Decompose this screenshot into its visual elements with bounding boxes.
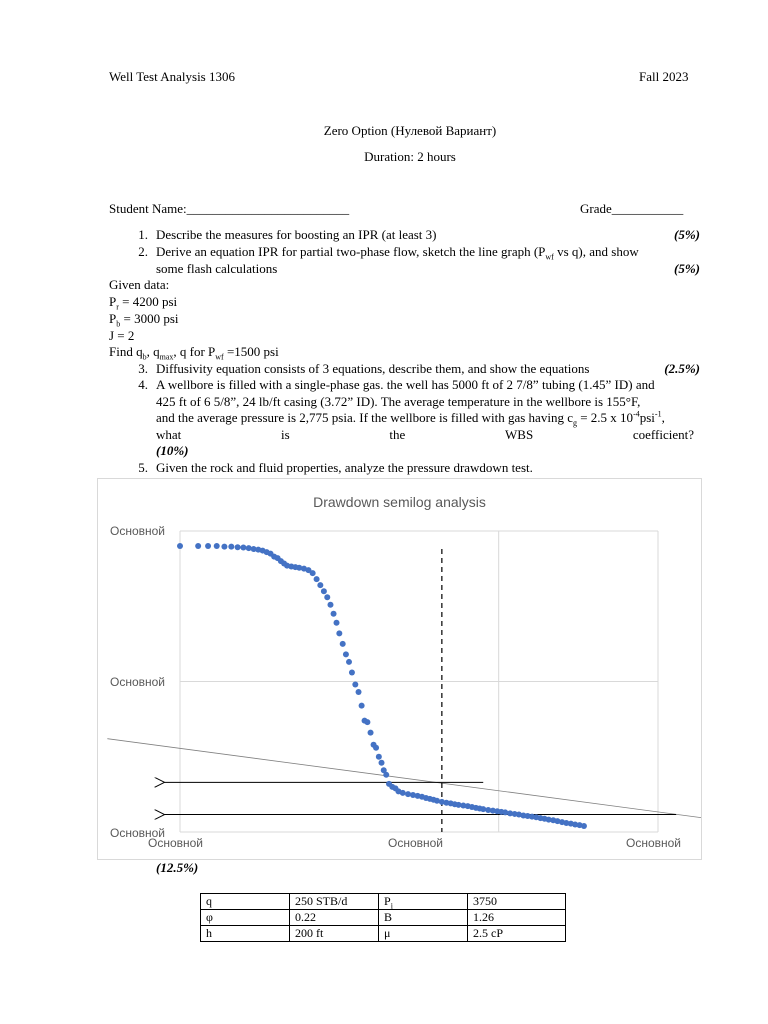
data-point: [352, 682, 358, 688]
q1-score: (5%): [674, 227, 700, 242]
q4-line3: and the average pressure is 2,775 psia. If the wellbore is filled with gas having $c_g = 2.5$ x $10^{-4}psi^{-1}$,: [156, 409, 665, 428]
data-point: [195, 543, 201, 549]
q3-number: 3.: [138, 361, 148, 376]
table-cell: μ: [379, 926, 468, 942]
data-point: [373, 745, 379, 751]
data-point: [379, 760, 385, 766]
data-point: [327, 602, 333, 608]
y-tick-label: Основной: [110, 826, 166, 840]
table-cell: 0.22: [290, 910, 379, 926]
q3-text: Diffusivity equation consists of 3 equations, describe them, and show the equations: [156, 361, 590, 376]
data-point: [317, 582, 323, 588]
data-point: [376, 754, 382, 760]
table-cell: h: [201, 926, 290, 942]
x-tick-label: Основной: [148, 836, 204, 850]
table-cell: 1.26: [468, 910, 566, 926]
q2-line2: some flash calculations: [156, 261, 278, 276]
data-point: [383, 772, 389, 778]
table-cell: 250 STB/d: [290, 894, 379, 910]
q5-score: (12.5%): [156, 860, 199, 875]
table-cell: q: [201, 894, 290, 910]
data-point: [359, 703, 365, 709]
course-title: Well Test Analysis 1306: [109, 69, 235, 84]
data-point: [221, 544, 227, 550]
given-title: Given data:: [109, 277, 170, 292]
q4-word: coefficient?: [632, 427, 694, 442]
data-point: [480, 806, 486, 812]
data-point: [346, 659, 352, 665]
data-point: [214, 543, 220, 549]
exam-title: Zero Option (Нулевой Вариант): [323, 123, 497, 138]
table-cell: 3750: [468, 894, 566, 910]
data-point: [349, 669, 355, 675]
data-point: [314, 576, 320, 582]
data-point: [400, 790, 406, 796]
table-cell: $P_i$: [379, 894, 468, 910]
table-row: [201, 926, 566, 942]
q5-number: 5.: [138, 460, 148, 475]
q3-score: (2.5%): [664, 361, 700, 376]
exam-duration: Duration: 2 hours: [364, 149, 456, 164]
data-point: [310, 570, 316, 576]
data-point: [340, 641, 346, 647]
data-point: [364, 719, 370, 725]
chart-plot: [98, 479, 701, 859]
table-row: [201, 894, 566, 910]
q4-line1: A wellbore is filled with a single-phase gas. the well has 5000 ft of 2 7/8” tubing (1.45” ID) and: [156, 377, 655, 392]
data-point: [235, 544, 241, 550]
y-tick-label: Основной: [110, 524, 166, 538]
trend-line: [107, 739, 701, 820]
data-point: [205, 543, 211, 549]
x-tick-label: Основной: [388, 836, 444, 850]
data-point: [356, 689, 362, 695]
data-point: [324, 594, 330, 600]
data-point: [177, 543, 183, 549]
chart-title: Drawdown semilog analysis: [313, 494, 486, 510]
q1-text: Describe the measures for boosting an IPR (at least 3): [156, 227, 437, 242]
data-point: [368, 730, 374, 736]
q4-line4: [156, 427, 694, 443]
y-tick-label: Основной: [110, 675, 166, 689]
data-point: [336, 630, 342, 636]
given-pr: $P_r = 4200$ psi: [109, 294, 178, 312]
table-row: [201, 910, 566, 926]
data-point: [321, 588, 327, 594]
q1-number: 1.: [138, 227, 148, 242]
properties-table: [200, 893, 566, 942]
q2-number: 2.: [138, 244, 148, 259]
given-find: Find $q_b$, $q_{max}$, q for $P_{wf} =1500$ psi: [109, 344, 279, 362]
q4-score: (10%): [156, 443, 189, 458]
q4-word: the: [389, 427, 406, 442]
q2-score: (5%): [674, 261, 700, 276]
table-cell: φ: [201, 910, 290, 926]
given-pb: $P_b = 3000$ psi: [109, 311, 179, 329]
data-point: [240, 545, 246, 551]
grade-field: Grade___________: [580, 201, 684, 216]
table-cell: 200 ft: [290, 926, 379, 942]
q4-word: WBS: [505, 427, 534, 442]
drawdown-chart: [97, 478, 702, 860]
student-name-field: Student Name:_________________________: [109, 201, 350, 216]
given-j: J = 2: [109, 328, 135, 343]
table-cell: B: [379, 910, 468, 926]
q5-text: Given the rock and fluid properties, analyze the pressure drawdown test.: [156, 460, 533, 475]
data-point: [228, 544, 234, 550]
q4-word: what: [156, 427, 182, 442]
data-point: [581, 823, 587, 829]
table-cell: 2.5 cP: [468, 926, 566, 942]
q2-line1: Derive an equation IPR for partial two-phase flow, sketch the line graph ($P_{wf}$ vs q), and show: [156, 244, 639, 262]
data-point: [343, 651, 349, 657]
x-tick-label: Основной: [626, 836, 682, 850]
q4-word: is: [281, 427, 290, 442]
semester: Fall 2023: [639, 69, 689, 84]
data-point: [334, 620, 340, 626]
q4-line2: 425 ft of 6 5/8”, 24 lb/ft casing (3.72” ID). The average temperature in the wellbore is 155°F,: [156, 394, 641, 409]
data-point: [331, 611, 337, 617]
q4-number: 4.: [138, 377, 148, 392]
